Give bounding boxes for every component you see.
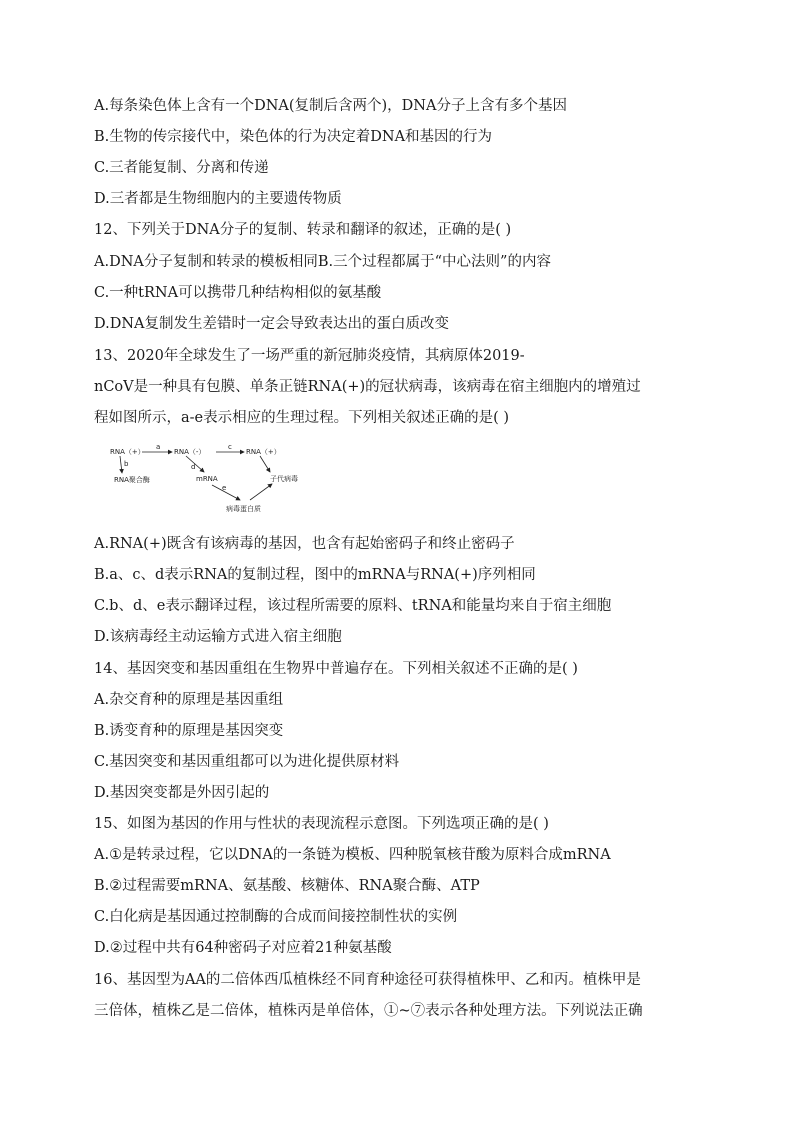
q14-option-d: D.基因突变都是外因引起的: [94, 785, 270, 801]
q13-stem-line3: 程如图所示，a-e表示相应的生理过程。下列相关叙述正确的是( ): [94, 410, 510, 426]
q13-option-c: C.b、d、e表示翻译过程，该过程所需要的原料、tRNA和能量均来自于宿主细胞: [94, 598, 612, 614]
q11-option-c: C.三者能复制、分离和传递: [94, 160, 269, 176]
q11-option-d: D.三者都是生物细胞内的主要遗传物质: [94, 191, 342, 207]
q16-stem-line2: 三倍体，植株乙是二倍体，植株丙是单倍体，①~⑦表示各种处理方法。下列说法正确: [94, 1003, 643, 1019]
arrow-to-progeny: [260, 456, 270, 472]
label-a: a: [156, 443, 161, 451]
q15-option-a: A.①是转录过程，它以DNA的一条链为模板、四种脱氧核苷酸为原料合成mRNA: [94, 847, 611, 863]
q13-option-d: D.该病毒经主动运输方式进入宿主细胞: [94, 629, 342, 645]
q14-option-c: C.基因突变和基因重组都可以为进化提供原材料: [94, 754, 400, 770]
q11-option-b: B.生物的传宗接代中，染色体的行为决定着DNA和基因的行为: [94, 129, 493, 145]
q15-stem: 15、如图为基因的作用与性状的表现流程示意图。下列选项正确的是( ): [94, 816, 549, 832]
virus-replication-diagram: [100, 440, 340, 530]
rna-polymerase-node: RNA聚合酶: [114, 476, 150, 484]
rna-plus-node-2: RNA（+）: [246, 448, 281, 456]
label-e: e: [222, 484, 227, 492]
q14-option-a: A.杂交育种的原理是基因重组: [94, 692, 284, 708]
label-c: c: [228, 443, 232, 451]
q12-option-ab: A.DNA分子复制和转录的模板相同B.三个过程都属于“中心法则”的内容: [94, 254, 551, 270]
q13-stem-line2: nCoV是一种具有包膜、单条正链RNA(+)的冠状病毒，该病毒在宿主细胞内的增殖过: [94, 379, 641, 395]
label-b: b: [124, 460, 129, 468]
progeny-virus-node: 子代病毒: [270, 475, 298, 483]
q12-option-d: D.DNA复制发生差错时一定会导致表达出的蛋白质改变: [94, 316, 450, 332]
q12-option-c: C.一种tRNA可以携带几种结构相似的氨基酸: [94, 285, 382, 301]
arrow-protein-to-progeny: [250, 484, 272, 500]
q16-stem-line1: 16、基因型为AA的二倍体西瓜植株经不同育种途径可获得植株甲、乙和丙。植株甲是: [94, 972, 641, 988]
q14-stem: 14、基因突变和基因重组在生物界中普遍存在。下列相关叙述不正确的是( ): [94, 661, 578, 677]
q15-option-c: C.白化病是基因通过控制酶的合成而间接控制性状的实例: [94, 909, 458, 925]
rna-plus-node-1: RNA（+）: [110, 448, 145, 456]
q11-option-a: A.每条染色体上含有一个DNA(复制后含两个)，DNA分子上含有多个基因: [94, 98, 567, 114]
q15-option-b: B.②过程需要mRNA、氨基酸、核糖体、RNA聚合酶、ATP: [94, 878, 480, 894]
mrna-node: mRNA: [196, 475, 218, 483]
q15-option-d: D.②过程中共有64种密码子对应着21种氨基酸: [94, 940, 392, 956]
label-d: d: [191, 463, 196, 471]
q14-option-b: B.诱变育种的原理是基因突变: [94, 723, 284, 739]
q13-option-a: A.RNA(+)既含有该病毒的基因，也含有起始密码子和终止密码子: [94, 536, 515, 552]
q12-stem: 12、下列关于DNA分子的复制、转录和翻译的叙述，正确的是( ): [94, 222, 512, 238]
q13-stem-line1: 13、2020年全球发生了一场严重的新冠肺炎疫情，其病原体2019-: [94, 348, 525, 364]
virus-protein-node: 病毒蛋白质: [226, 505, 261, 513]
rna-minus-node: RNA（-）: [174, 448, 206, 456]
arrow-b: [120, 456, 122, 473]
q13-option-b: B.a、c、d表示RNA的复制过程，图中的mRNA与RNA(+)序列相同: [94, 567, 536, 583]
